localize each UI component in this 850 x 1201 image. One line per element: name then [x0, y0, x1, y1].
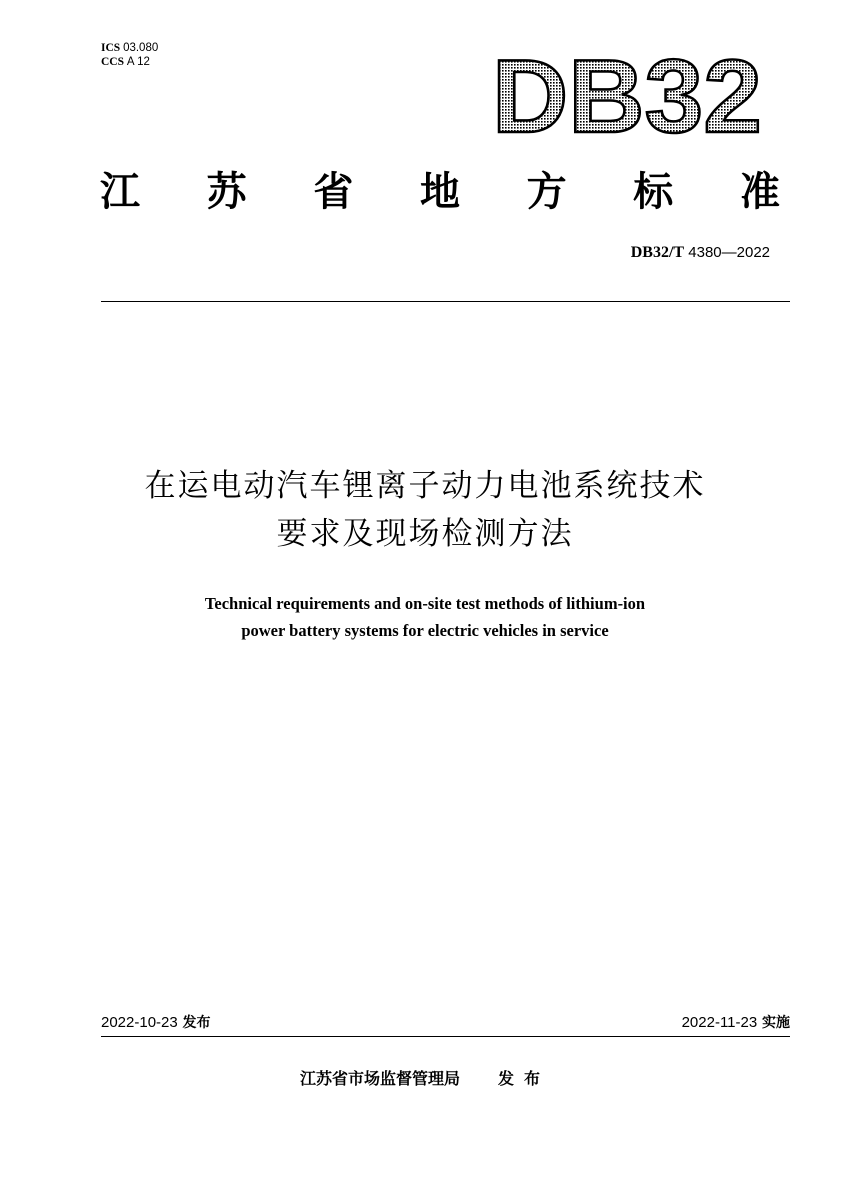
standard-type-title — [100, 162, 780, 214]
header-divider — [101, 301, 790, 302]
english-title — [60, 590, 790, 644]
db32-logo-text: DB32 — [492, 40, 762, 140]
issuer-action: 发布 — [498, 1069, 551, 1088]
english-title-line-2: power battery systems for electric vehicles in service — [241, 621, 609, 640]
standard-type-char: 省 — [313, 168, 354, 215]
chinese-title-line-2: 要求及现场检测方法 — [276, 516, 574, 552]
standard-type-char: 苏 — [206, 168, 247, 215]
implementation-date: 2022-11-23 实施 — [681, 1014, 790, 1031]
standard-type-char: 方 — [526, 168, 567, 215]
issuer-name: 江苏省市场监督管理局 — [299, 1069, 460, 1088]
db32-logo — [487, 40, 767, 140]
standard-number: DB32/T 4380—2022 — [630, 244, 770, 261]
ccs-code: CCS A 12 — [101, 56, 150, 68]
chinese-title — [60, 462, 790, 558]
chinese-title-line-1: 在运电动汽车锂离子动力电池系统技术 — [144, 468, 706, 504]
issuing-authority — [0, 1066, 850, 1089]
standard-type-char: 地 — [419, 168, 460, 215]
english-title-line-1: Technical requirements and on-site test methods of lithium-ion — [204, 594, 646, 613]
standard-type-char: 准 — [739, 168, 780, 215]
standard-type-char: 江 — [100, 168, 140, 215]
footer-divider — [101, 1036, 790, 1037]
classification-codes — [101, 41, 158, 69]
standard-type-char: 标 — [633, 168, 674, 215]
issue-date: 2022-10-23 发布 — [101, 1014, 211, 1031]
ics-code: ICS 03.080 — [101, 42, 159, 54]
